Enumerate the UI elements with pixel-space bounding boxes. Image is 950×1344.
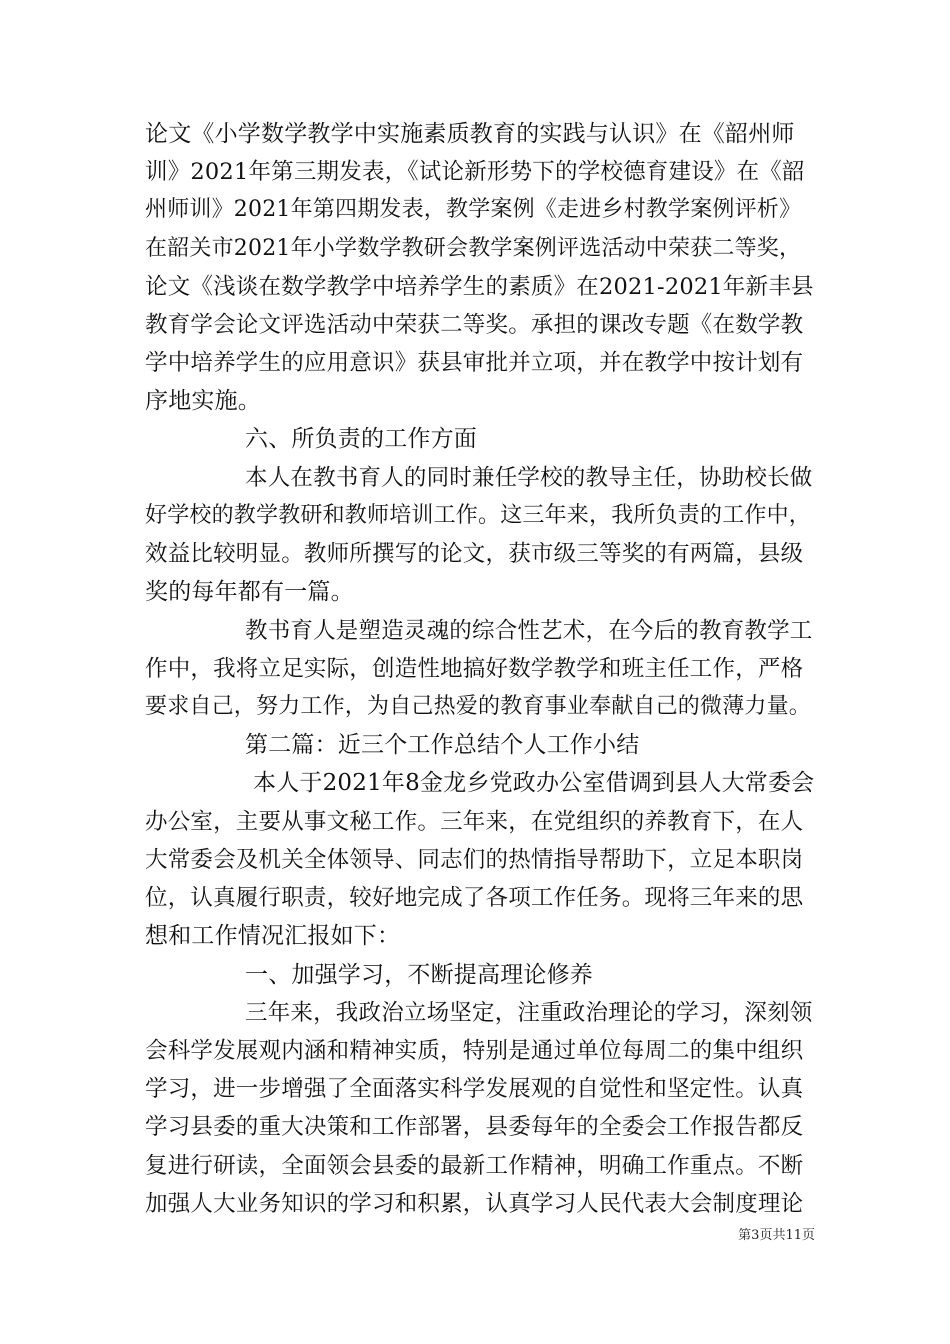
- paragraph-line: 教书育人是塑造灵魂的综合性艺术，在今后的教育教学工: [245, 618, 813, 644]
- paragraph-line: 三年来，我政治立场坚定，注重政治理论的学习，深刻领: [245, 1000, 813, 1026]
- page-number: 第3页共11页: [738, 1228, 815, 1243]
- paragraph-line: 作中，我将立足实际，创造性地搞好数学教学和班主任工作，严格: [145, 656, 804, 682]
- paragraph-line: 序地实施。: [145, 388, 261, 414]
- paragraph-line: 在韶关市2021年小学数学教研会教学案例评选活动中荣获二等奖，: [145, 236, 802, 261]
- paragraph-line: 训》2021年第三期发表，《试论新形势下的学校德育建设》在《韶: [145, 159, 805, 185]
- paragraph-line: 好学校的教学教研和教师培训工作。这三年来，我所负责的工作中，: [145, 503, 812, 528]
- section-heading: 第二篇：近三个工作总结个人工作小结: [245, 732, 640, 758]
- paragraph-line: 位，认真履行职责，较好地完成了各项工作任务。现将三年来的思: [145, 885, 804, 911]
- paragraph-line: 奖的每年都有一篇。: [145, 579, 354, 605]
- paragraph-line: 学习，进一步增强了全面落实科学发展观的自觉性和坚定性。认真: [145, 1076, 804, 1102]
- paragraph-line: 想和工作情况汇报如下：: [145, 923, 401, 949]
- paragraph-line: 论文《小学数学教学中实施素质教育的实践与认识》在《韶州师: [145, 121, 795, 147]
- paragraph-line: 效益比较明显。教师所撰写的论文，获市级三等奖的有两篇，县级: [145, 541, 804, 567]
- paragraph-line: 学中培养学生的应用意识》获县审批并立项，并在教学中按计划有: [145, 350, 804, 376]
- paragraph-line: 州师训》2021年第四期发表，教学案例《走进乡村教学案例评析》: [145, 197, 802, 222]
- paragraph-line: 学习县委的重大决策和工作部署，县委每年的全委会工作报告都反: [145, 1114, 804, 1140]
- paragraph-line: 加强人大业务知识的学习和积累，认真学习人民代表大会制度理论: [145, 1191, 804, 1217]
- paragraph-line: 本人在教书育人的同时兼任学校的教导主任，协助校长做: [245, 465, 813, 491]
- paragraph-line: 大常委会及机关全体领导、同志们的热情指导帮助下，立足本职岗: [145, 847, 804, 873]
- paragraph-line: 论文《浅谈在数学教学中培养学生的素质》在2021-2021年新丰县: [145, 274, 814, 300]
- paragraph-line: 办公室，主要从事文秘工作。三年来，在党组织的养教育下，在人: [145, 809, 804, 835]
- paragraph-line: 会科学发展观内涵和精神实质，特别是通过单位每周二的集中组织: [145, 1038, 804, 1064]
- section-heading: 一、加强学习，不断提高理论修养: [245, 962, 593, 988]
- paragraph-line: 要求自己，努力工作，为自己热爱的教育事业奉献自己的微薄力量。: [145, 694, 812, 719]
- section-heading: 六、所负责的工作方面: [245, 426, 477, 452]
- paragraph-line: 本人于2021年8金龙乡党政办公室借调到县人大常委会: [253, 770, 815, 796]
- paragraph-line: 教育学会论文评选活动中荣获二等奖。承担的课改专题《在数学教: [145, 312, 804, 338]
- paragraph-line: 复进行研读，全面领会县委的最新工作精神，明确工作重点。不断: [145, 1153, 804, 1179]
